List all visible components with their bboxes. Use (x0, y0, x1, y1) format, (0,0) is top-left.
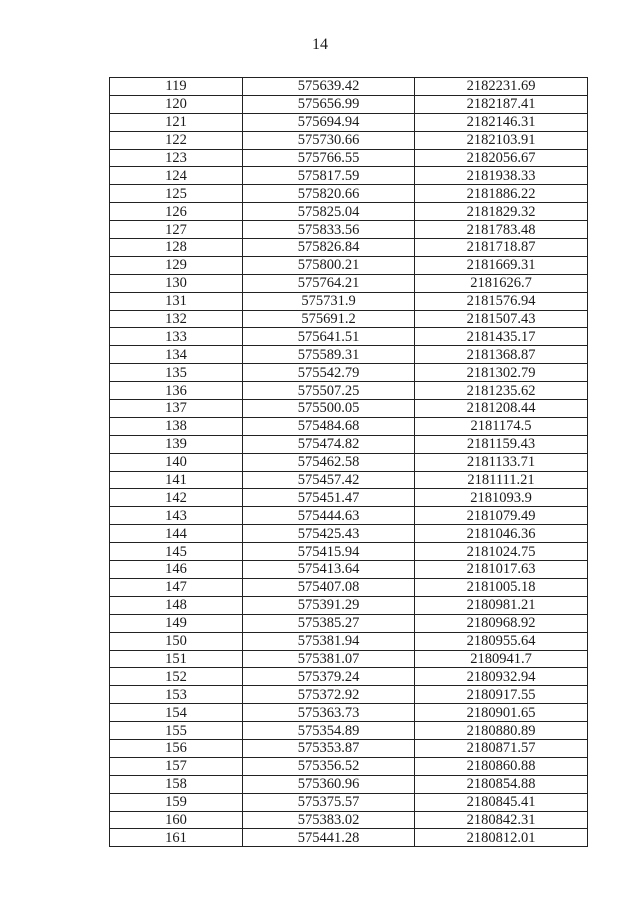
point-number-cell: 151 (110, 650, 243, 668)
y-coordinate-cell: 2182103.91 (415, 131, 588, 149)
x-coordinate-cell: 575800.21 (243, 256, 415, 274)
x-coordinate-cell: 575360.96 (243, 775, 415, 793)
table-row (110, 346, 588, 364)
table-row (110, 596, 588, 614)
point-number-cell: 131 (110, 292, 243, 310)
y-coordinate-cell: 2181111.21 (415, 471, 588, 489)
point-number-cell: 154 (110, 704, 243, 722)
point-number-cell: 121 (110, 113, 243, 131)
point-number-cell: 136 (110, 382, 243, 400)
y-coordinate-cell: 2182146.31 (415, 113, 588, 131)
y-coordinate-cell: 2181718.87 (415, 239, 588, 257)
x-coordinate-cell: 575484.68 (243, 417, 415, 435)
table-row (110, 561, 588, 579)
table-row (110, 722, 588, 740)
x-coordinate-cell: 575507.25 (243, 382, 415, 400)
point-number-cell: 130 (110, 274, 243, 292)
x-coordinate-cell: 575731.9 (243, 292, 415, 310)
y-coordinate-cell: 2181829.32 (415, 203, 588, 221)
x-coordinate-cell: 575826.84 (243, 239, 415, 257)
table-row (110, 578, 588, 596)
x-coordinate-cell: 575500.05 (243, 400, 415, 418)
x-coordinate-cell: 575764.21 (243, 274, 415, 292)
point-number-cell: 156 (110, 739, 243, 757)
table-row (110, 364, 588, 382)
table-row (110, 829, 588, 847)
y-coordinate-cell: 2180932.94 (415, 668, 588, 686)
table-row (110, 453, 588, 471)
x-coordinate-cell: 575391.29 (243, 596, 415, 614)
point-number-cell: 124 (110, 167, 243, 185)
point-number-cell: 138 (110, 417, 243, 435)
table-row (110, 274, 588, 292)
x-coordinate-cell: 575354.89 (243, 722, 415, 740)
table-row (110, 256, 588, 274)
point-number-cell: 148 (110, 596, 243, 614)
y-coordinate-cell: 2180901.65 (415, 704, 588, 722)
point-number-cell: 126 (110, 203, 243, 221)
y-coordinate-cell: 2182187.41 (415, 95, 588, 113)
table-row (110, 400, 588, 418)
point-number-cell: 141 (110, 471, 243, 489)
y-coordinate-cell: 2181783.48 (415, 221, 588, 239)
x-coordinate-cell: 575444.63 (243, 507, 415, 525)
y-coordinate-cell: 2181235.62 (415, 382, 588, 400)
point-number-cell: 155 (110, 722, 243, 740)
point-number-cell: 159 (110, 793, 243, 811)
table-row (110, 525, 588, 543)
table-row (110, 185, 588, 203)
y-coordinate-cell: 2181669.31 (415, 256, 588, 274)
y-coordinate-cell: 2180842.31 (415, 811, 588, 829)
x-coordinate-cell: 575425.43 (243, 525, 415, 543)
y-coordinate-cell: 2180981.21 (415, 596, 588, 614)
y-coordinate-cell: 2181093.9 (415, 489, 588, 507)
table-row (110, 489, 588, 507)
y-coordinate-cell: 2181046.36 (415, 525, 588, 543)
table-row (110, 95, 588, 113)
x-coordinate-cell: 575542.79 (243, 364, 415, 382)
x-coordinate-cell: 575415.94 (243, 543, 415, 561)
point-number-cell: 160 (110, 811, 243, 829)
table-row (110, 757, 588, 775)
y-coordinate-cell: 2181133.71 (415, 453, 588, 471)
point-number-cell: 153 (110, 686, 243, 704)
point-number-cell: 152 (110, 668, 243, 686)
x-coordinate-cell: 575372.92 (243, 686, 415, 704)
y-coordinate-cell: 2181208.44 (415, 400, 588, 418)
table-row (110, 292, 588, 310)
table-row (110, 203, 588, 221)
table-row (110, 382, 588, 400)
x-coordinate-cell: 575385.27 (243, 614, 415, 632)
table-row (110, 704, 588, 722)
table-row (110, 507, 588, 525)
x-coordinate-cell: 575694.94 (243, 113, 415, 131)
x-coordinate-cell: 575691.2 (243, 310, 415, 328)
table-row (110, 471, 588, 489)
point-number-cell: 157 (110, 757, 243, 775)
point-number-cell: 123 (110, 149, 243, 167)
table-row (110, 113, 588, 131)
y-coordinate-cell: 2181079.49 (415, 507, 588, 525)
x-coordinate-cell: 575363.73 (243, 704, 415, 722)
x-coordinate-cell: 575381.94 (243, 632, 415, 650)
point-number-cell: 143 (110, 507, 243, 525)
table-row (110, 78, 588, 96)
table-row (110, 793, 588, 811)
y-coordinate-cell: 2181302.79 (415, 364, 588, 382)
table-row (110, 650, 588, 668)
x-coordinate-cell: 575379.24 (243, 668, 415, 686)
point-number-cell: 133 (110, 328, 243, 346)
y-coordinate-cell: 2180854.88 (415, 775, 588, 793)
x-coordinate-cell: 575656.99 (243, 95, 415, 113)
y-coordinate-cell: 2180968.92 (415, 614, 588, 632)
x-coordinate-cell: 575817.59 (243, 167, 415, 185)
y-coordinate-cell: 2180955.64 (415, 632, 588, 650)
y-coordinate-cell: 2182231.69 (415, 78, 588, 96)
y-coordinate-cell: 2181507.43 (415, 310, 588, 328)
point-number-cell: 122 (110, 131, 243, 149)
y-coordinate-cell: 2181886.22 (415, 185, 588, 203)
y-coordinate-cell: 2181024.75 (415, 543, 588, 561)
table-row (110, 811, 588, 829)
table-row (110, 221, 588, 239)
point-number-cell: 144 (110, 525, 243, 543)
point-number-cell: 158 (110, 775, 243, 793)
table-row (110, 543, 588, 561)
table-row (110, 739, 588, 757)
table-row (110, 239, 588, 257)
y-coordinate-cell: 2181174.5 (415, 417, 588, 435)
x-coordinate-cell: 575589.31 (243, 346, 415, 364)
y-coordinate-cell: 2181435.17 (415, 328, 588, 346)
table-row (110, 131, 588, 149)
y-coordinate-cell: 2180941.7 (415, 650, 588, 668)
point-number-cell: 140 (110, 453, 243, 471)
x-coordinate-cell: 575441.28 (243, 829, 415, 847)
table-row (110, 328, 588, 346)
table-row (110, 668, 588, 686)
point-number-cell: 135 (110, 364, 243, 382)
table-row (110, 310, 588, 328)
x-coordinate-cell: 575457.42 (243, 471, 415, 489)
point-number-cell: 145 (110, 543, 243, 561)
point-number-cell: 128 (110, 239, 243, 257)
point-number-cell: 120 (110, 95, 243, 113)
table-row (110, 775, 588, 793)
x-coordinate-cell: 575641.51 (243, 328, 415, 346)
table-row (110, 686, 588, 704)
x-coordinate-cell: 575407.08 (243, 578, 415, 596)
x-coordinate-cell: 575413.64 (243, 561, 415, 579)
x-coordinate-cell: 575462.58 (243, 453, 415, 471)
x-coordinate-cell: 575820.66 (243, 185, 415, 203)
point-number-cell: 137 (110, 400, 243, 418)
coordinates-table (109, 77, 588, 847)
x-coordinate-cell: 575825.04 (243, 203, 415, 221)
table-row (110, 435, 588, 453)
y-coordinate-cell: 2181005.18 (415, 578, 588, 596)
point-number-cell: 125 (110, 185, 243, 203)
y-coordinate-cell: 2180845.41 (415, 793, 588, 811)
y-coordinate-cell: 2181938.33 (415, 167, 588, 185)
y-coordinate-cell: 2181017.63 (415, 561, 588, 579)
point-number-cell: 134 (110, 346, 243, 364)
x-coordinate-cell: 575383.02 (243, 811, 415, 829)
point-number-cell: 149 (110, 614, 243, 632)
x-coordinate-cell: 575474.82 (243, 435, 415, 453)
y-coordinate-cell: 2181626.7 (415, 274, 588, 292)
point-number-cell: 119 (110, 78, 243, 96)
x-coordinate-cell: 575639.42 (243, 78, 415, 96)
x-coordinate-cell: 575451.47 (243, 489, 415, 507)
x-coordinate-cell: 575356.52 (243, 757, 415, 775)
coordinates-table-body (110, 78, 588, 847)
y-coordinate-cell: 2180871.57 (415, 739, 588, 757)
y-coordinate-cell: 2181368.87 (415, 346, 588, 364)
table-row (110, 632, 588, 650)
x-coordinate-cell: 575766.55 (243, 149, 415, 167)
point-number-cell: 139 (110, 435, 243, 453)
point-number-cell: 129 (110, 256, 243, 274)
y-coordinate-cell: 2180812.01 (415, 829, 588, 847)
point-number-cell: 150 (110, 632, 243, 650)
y-coordinate-cell: 2181576.94 (415, 292, 588, 310)
x-coordinate-cell: 575375.57 (243, 793, 415, 811)
table-row (110, 614, 588, 632)
point-number-cell: 161 (110, 829, 243, 847)
y-coordinate-cell: 2182056.67 (415, 149, 588, 167)
y-coordinate-cell: 2180880.89 (415, 722, 588, 740)
table-row (110, 167, 588, 185)
page-number: 14 (312, 36, 328, 53)
x-coordinate-cell: 575381.07 (243, 650, 415, 668)
y-coordinate-cell: 2181159.43 (415, 435, 588, 453)
y-coordinate-cell: 2180917.55 (415, 686, 588, 704)
x-coordinate-cell: 575353.87 (243, 739, 415, 757)
x-coordinate-cell: 575730.66 (243, 131, 415, 149)
point-number-cell: 146 (110, 561, 243, 579)
table-row (110, 149, 588, 167)
y-coordinate-cell: 2180860.88 (415, 757, 588, 775)
point-number-cell: 132 (110, 310, 243, 328)
point-number-cell: 142 (110, 489, 243, 507)
point-number-cell: 127 (110, 221, 243, 239)
point-number-cell: 147 (110, 578, 243, 596)
x-coordinate-cell: 575833.56 (243, 221, 415, 239)
table-row (110, 417, 588, 435)
